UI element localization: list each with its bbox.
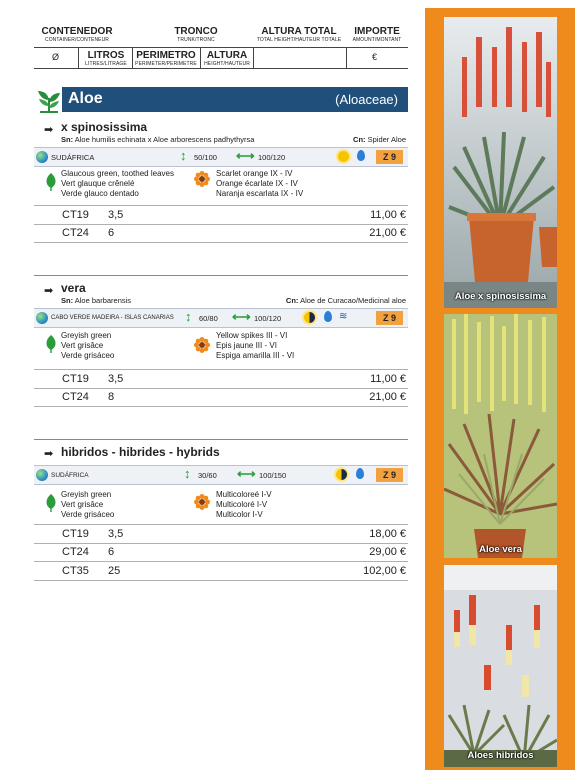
- litres: 6: [108, 546, 115, 558]
- synonym: Sn: Aloe barbarensis: [61, 296, 132, 305]
- aloe-vera-photo: [444, 314, 557, 558]
- width-arrow-icon: ⟷: [236, 148, 255, 163]
- plant-entry-vera: [34, 280, 408, 406]
- container-code: CT24: [62, 546, 89, 558]
- height-value: 50/100: [194, 153, 217, 162]
- attributes-bar: [34, 308, 408, 328]
- container-code: CT19: [62, 373, 89, 385]
- plant-family-icon: [36, 88, 62, 114]
- common-name: Cn: Spider Aloe: [353, 135, 406, 144]
- diameter-symbol: Ø: [52, 52, 60, 62]
- width-value: 100/150: [259, 471, 287, 480]
- price-row: [34, 543, 408, 562]
- flower-icon: [194, 337, 210, 353]
- bullet-arrow-icon: ➡: [44, 448, 54, 460]
- plant-entry-hybrids: [34, 444, 408, 584]
- plant-entry-spinosissima: [34, 118, 408, 244]
- header-contenedor: CONTENEDOR CONTAINER/CONTENEUR: [41, 26, 113, 43]
- family-name: (Aloaceae): [335, 92, 398, 107]
- photo-caption: Aloes hibridos: [467, 750, 534, 761]
- litres: 25: [108, 565, 121, 577]
- flower-description: Yellow spikes III - VI Epis jaune III - VI Espiga amarilla III - VI: [216, 331, 295, 360]
- sun-icon: [338, 151, 349, 162]
- leaf-description: Greyish green Vert grisâce Verde grisáceo: [61, 490, 115, 519]
- price-row: [34, 524, 408, 544]
- synonym: Sn: Aloe humilis echinata x Aloe arborescens padhythyrsa: [61, 135, 255, 144]
- half-shade-sun-icon: [336, 469, 347, 480]
- price: 29,00 €: [369, 546, 406, 558]
- width-value: 100/120: [258, 153, 286, 162]
- section-divider: [34, 275, 408, 276]
- price-row: [34, 388, 408, 407]
- globe-icon: [36, 312, 48, 324]
- leaf-icon: [44, 494, 58, 512]
- hardiness-zone-badge: Z 9: [376, 311, 403, 325]
- price: 18,00 €: [369, 528, 406, 540]
- header-separator: [346, 48, 347, 68]
- aloe-spinosissima-photo: [444, 17, 557, 308]
- header-altura: ALTURA HEIGHT/HAUTEUR: [204, 50, 250, 67]
- litres: 3,5: [108, 528, 124, 540]
- leaf-icon: [44, 335, 58, 353]
- hardiness-zone-badge: Z 9: [376, 468, 403, 482]
- plant-name: hibridos - hibrides - hybrids: [61, 445, 220, 459]
- litres: 8: [108, 391, 115, 403]
- genus-name: Aloe: [68, 90, 103, 107]
- leaf-description: Glaucous green, toothed leaves Vert glauque crênelé Verde glauco dentado: [61, 169, 174, 198]
- header-altura-total: ALTURA TOTAL TOTAL HEIGHT/HAUTEUR TOTALE: [256, 26, 342, 43]
- price-row: [34, 369, 408, 389]
- half-shade-sun-icon: [304, 312, 315, 323]
- height-arrow-icon: ↕: [185, 309, 192, 324]
- header-tronco: TRONCO TRUNK/TRONC: [174, 26, 218, 43]
- price: 102,00 €: [363, 565, 406, 577]
- width-value: 100/120: [254, 314, 282, 323]
- aloe-hybrids-photo: [444, 565, 557, 767]
- litres: 3,5: [108, 373, 124, 385]
- photo-caption: Aloe x spinosissima: [454, 291, 547, 302]
- header-bottom-line: [34, 68, 408, 69]
- header-separator: [253, 48, 254, 68]
- leaf-icon: [44, 173, 58, 191]
- container-code: CT19: [62, 209, 89, 221]
- photo-sidebar: [425, 8, 575, 770]
- price-row: [34, 205, 408, 225]
- price: 11,00 €: [370, 209, 406, 221]
- header-separator: [78, 48, 79, 68]
- common-name: Cn: Aloe de Curacao/Medicinal aloe: [285, 296, 406, 305]
- price: 21,00 €: [369, 227, 406, 239]
- section-divider: [34, 439, 408, 440]
- hardiness-zone-badge: Z 9: [376, 150, 403, 164]
- globe-icon: [36, 469, 48, 481]
- origin: SUDÁFRICA: [51, 472, 89, 479]
- container-code: CT24: [62, 391, 89, 403]
- price: 21,00 €: [369, 391, 406, 403]
- header-litros: LITROS LITRES/LITRAGE: [85, 50, 127, 67]
- container-code: CT24: [62, 227, 89, 239]
- container-code: CT19: [62, 528, 89, 540]
- origin: SUDÁFRICA: [51, 153, 95, 162]
- header-perimetro: PERIMETRO PERIMETER/PERIMETRE: [135, 50, 197, 67]
- header-divider: [34, 47, 408, 48]
- bullet-arrow-icon: ➡: [44, 124, 54, 136]
- height-value: 30/60: [198, 471, 217, 480]
- litres: 3,5: [108, 209, 124, 221]
- plant-name: x spinosissima: [61, 120, 148, 134]
- origin: CABO VERDE MADEIRA - ISLAS CANARIAS: [51, 315, 174, 321]
- plant-name: vera: [61, 281, 86, 295]
- height-arrow-icon: ↕: [184, 466, 191, 481]
- flower-description: Scarlet orange IX - IV Orange écarlate IX - IV Naranja escarlata IX - IV: [216, 169, 304, 198]
- price-row: [34, 562, 408, 581]
- leaf-description: Greyish green Vert grisâce Verde grisáceo: [61, 331, 115, 360]
- height-arrow-icon: ↕: [180, 148, 187, 163]
- height-value: 60/80: [199, 314, 218, 323]
- water-drop-icon: [357, 150, 365, 161]
- price-row: [34, 224, 408, 243]
- bullet-arrow-icon: ➡: [44, 285, 54, 297]
- flower-icon: [194, 494, 210, 510]
- attributes-bar: [34, 147, 408, 167]
- euro-symbol: €: [372, 52, 378, 62]
- globe-icon: [36, 151, 48, 163]
- coastal-waves-icon: ≋: [339, 311, 348, 322]
- water-drop-icon: [356, 468, 364, 479]
- photo-caption: Aloe vera: [479, 544, 522, 555]
- family-title-bar: [62, 87, 408, 112]
- width-arrow-icon: ⟷: [237, 466, 256, 481]
- flower-icon: [194, 171, 210, 187]
- width-arrow-icon: ⟷: [232, 309, 251, 324]
- litres: 6: [108, 227, 115, 239]
- header-importe: IMPORTE AMOUNT/MONTANT: [352, 26, 402, 43]
- container-code: CT35: [62, 565, 89, 577]
- price: 11,00 €: [370, 373, 406, 385]
- water-drop-icon: [324, 311, 332, 322]
- flower-description: Multicoloreé I-V Multicoloré I-V Multicolor I-V: [216, 490, 272, 519]
- attributes-bar: [34, 465, 408, 485]
